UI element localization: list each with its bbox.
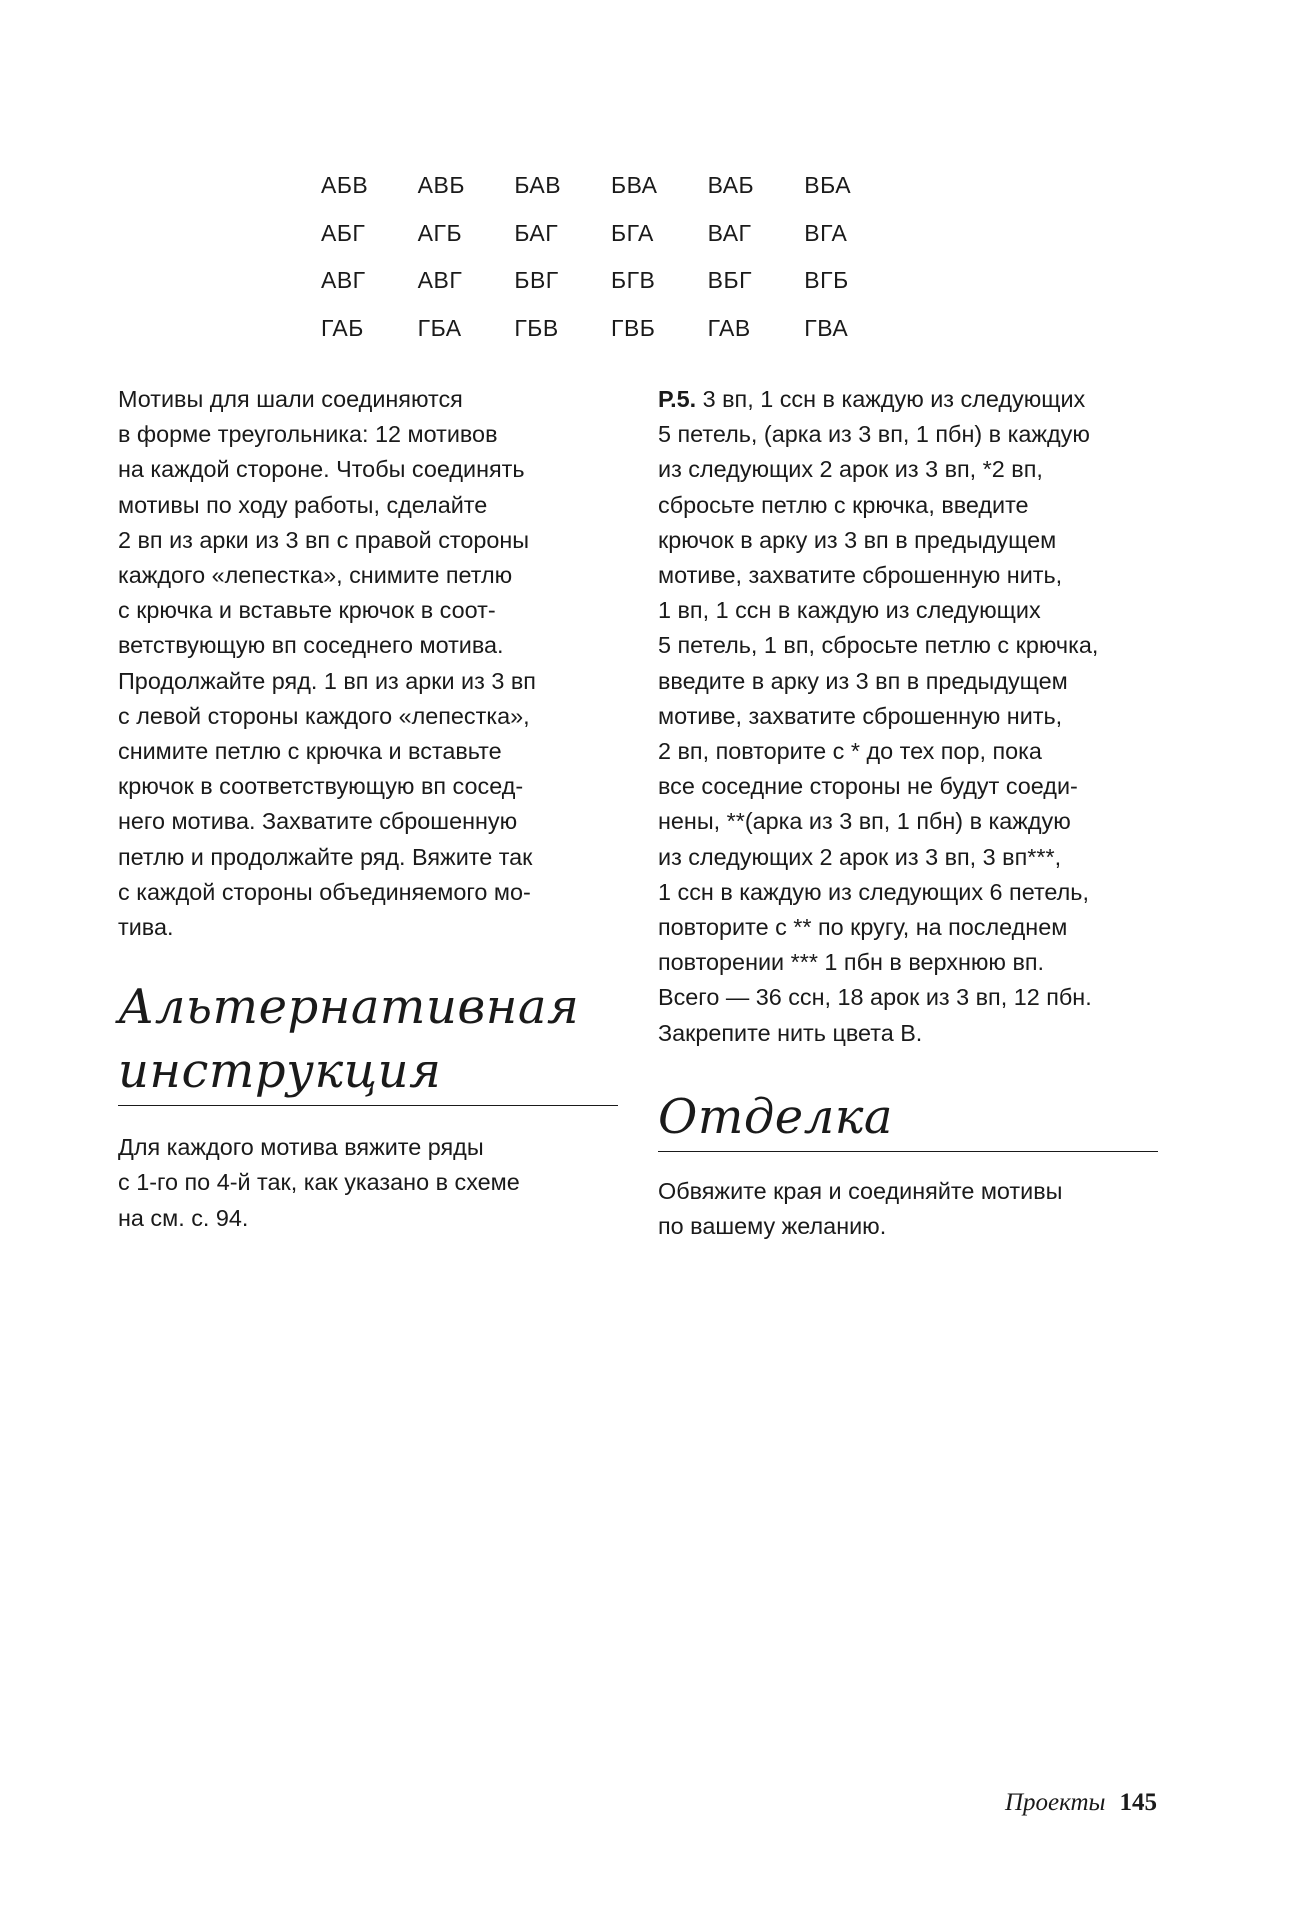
text-line: 2 вп, повторите с * до тех пор, пока	[658, 738, 1042, 765]
heading-line: инструкция	[118, 1043, 442, 1100]
text-line: в форме треугольника: 12 мотивов	[118, 421, 498, 448]
text-line: из следующих 2 арок из 3 вп, *2 вп,	[658, 456, 1043, 483]
alternative-instruction-paragraph	[118, 1130, 618, 1236]
text-line: Продолжайте ряд. 1 вп из арки из 3 вп	[118, 667, 536, 694]
combination-cell: ГБА	[417, 314, 462, 341]
text-line: ветствующую вп соседнего мотива.	[118, 632, 504, 659]
combination-cell: АБГ	[321, 219, 366, 246]
combination-row	[321, 257, 901, 305]
text-line: петлю и продолжайте ряд. Вяжите так	[118, 843, 533, 870]
joining-instructions-paragraph	[118, 382, 618, 945]
combination-cell: ГБВ	[514, 314, 559, 341]
text-line: 1 вп, 1 ссн в каждую из следующих	[658, 597, 1041, 624]
text-line: каждого «лепестка», снимите петлю	[118, 562, 513, 589]
row5-instructions-paragraph	[658, 382, 1158, 1051]
text-line: с 1-го по 4-й так, как указано в схеме	[118, 1169, 520, 1196]
text-line: нены, **(арка из 3 вп, 1 пбн) в каждую	[658, 808, 1071, 835]
combination-cell: АВБ	[417, 172, 465, 199]
text-line: 1 ссн в каждую из следующих 6 петель,	[658, 878, 1089, 905]
row-text: 3 вп, 1 ссн в каждую из следующих	[696, 386, 1086, 412]
text-line: 5 петель, 1 вп, сбросьте петлю с крючка,	[658, 632, 1099, 659]
combination-cell: ВБГ	[707, 267, 753, 294]
combination-cell: АВГ	[321, 267, 366, 294]
text-line: мотивы по ходу работы, сделайте	[118, 491, 488, 518]
finishing-paragraph	[658, 1174, 1158, 1244]
finishing-heading	[658, 1085, 1158, 1152]
heading-line: Отделка	[658, 1088, 894, 1145]
combination-cell: АВГ	[417, 267, 463, 294]
combination-cell: БВГ	[514, 267, 559, 294]
combination-row	[321, 210, 901, 258]
text-line: на каждой стороне. Чтобы соединять	[118, 456, 525, 483]
left-column	[118, 382, 618, 1236]
page-number: 145	[1119, 1789, 1157, 1816]
text-line: тива.	[118, 914, 174, 941]
text-line: Всего — 36 ссн, 18 арок из 3 вп, 12 пбн.	[658, 984, 1092, 1011]
combination-cell: БВА	[611, 172, 658, 199]
combination-cell: ГВА	[804, 314, 849, 341]
right-column	[658, 382, 1158, 1244]
alternative-instruction-heading	[118, 975, 618, 1106]
combination-cell: ВАГ	[707, 219, 752, 246]
heading-line: Альтернативная	[118, 979, 580, 1036]
combination-cell: ВАБ	[707, 172, 755, 199]
text-line: Мотивы для шали соединяются	[118, 386, 463, 412]
combination-cell: БАГ	[514, 219, 559, 246]
text-line: из следующих 2 арок из 3 вп, 3 вп***,	[658, 843, 1062, 870]
section-title: Проекты	[1004, 1789, 1106, 1816]
text-line: крючок в арку из 3 вп в предыдущем	[658, 526, 1057, 553]
combination-cell: ВГА	[804, 219, 848, 246]
combination-cell: ВГБ	[804, 267, 849, 294]
text-line: него мотива. Захватите сброшенную	[118, 808, 518, 835]
text-line: мотиве, захватите сброшенную нить,	[658, 702, 1063, 729]
text-line: с крючка и вставьте крючок в соот-	[118, 597, 496, 624]
combination-cell: ВБА	[804, 172, 852, 199]
page-footer	[1005, 1789, 1157, 1817]
combination-row	[321, 305, 901, 353]
combination-cell: АБВ	[321, 172, 369, 199]
text-line: введите в арку из 3 вп в предыдущем	[658, 667, 1068, 694]
text-line: Закрепите нить цвета В.	[658, 1019, 923, 1046]
combination-cell: ГВБ	[611, 314, 656, 341]
text-line	[658, 382, 1158, 417]
text-line: 5 петель, (арка из 3 вп, 1 пбн) в каждую	[658, 421, 1090, 448]
text-line: с левой стороны каждого «лепестка»,	[118, 702, 530, 729]
text-line: все соседние стороны не будут соеди-	[658, 773, 1078, 800]
text-line: повторите с ** по кругу, на последнем	[658, 914, 1068, 941]
text-line: мотиве, захватите сброшенную нить,	[658, 562, 1063, 589]
combination-cell: АГБ	[417, 219, 463, 246]
text-line: по вашему желанию.	[658, 1213, 887, 1240]
text-line: на см. с. 94.	[118, 1204, 249, 1231]
combination-cell: БГВ	[611, 267, 656, 294]
letter-combinations-table	[321, 162, 901, 352]
combination-cell: БАВ	[514, 172, 562, 199]
text-line: 2 вп из арки из 3 вп с правой стороны	[118, 526, 530, 553]
combination-cell: ГАБ	[321, 314, 364, 341]
combination-row	[321, 162, 901, 210]
text-line: с каждой стороны объединяемого мо-	[118, 878, 531, 905]
combination-cell: ГАВ	[707, 314, 751, 341]
row-label: Р.5.	[658, 386, 697, 412]
text-line: снимите петлю с крючка и вставьте	[118, 738, 502, 765]
text-line: крючок в соответствующую вп сосед-	[118, 773, 524, 800]
combination-cell: БГА	[611, 219, 654, 246]
text-line: Для каждого мотива вяжите ряды	[118, 1134, 484, 1161]
text-line: сбросьте петлю с крючка, введите	[658, 491, 1029, 518]
text-line: Обвяжите края и соединяйте мотивы	[658, 1177, 1063, 1204]
text-line: повторении *** 1 пбн в верхнюю вп.	[658, 949, 1045, 976]
